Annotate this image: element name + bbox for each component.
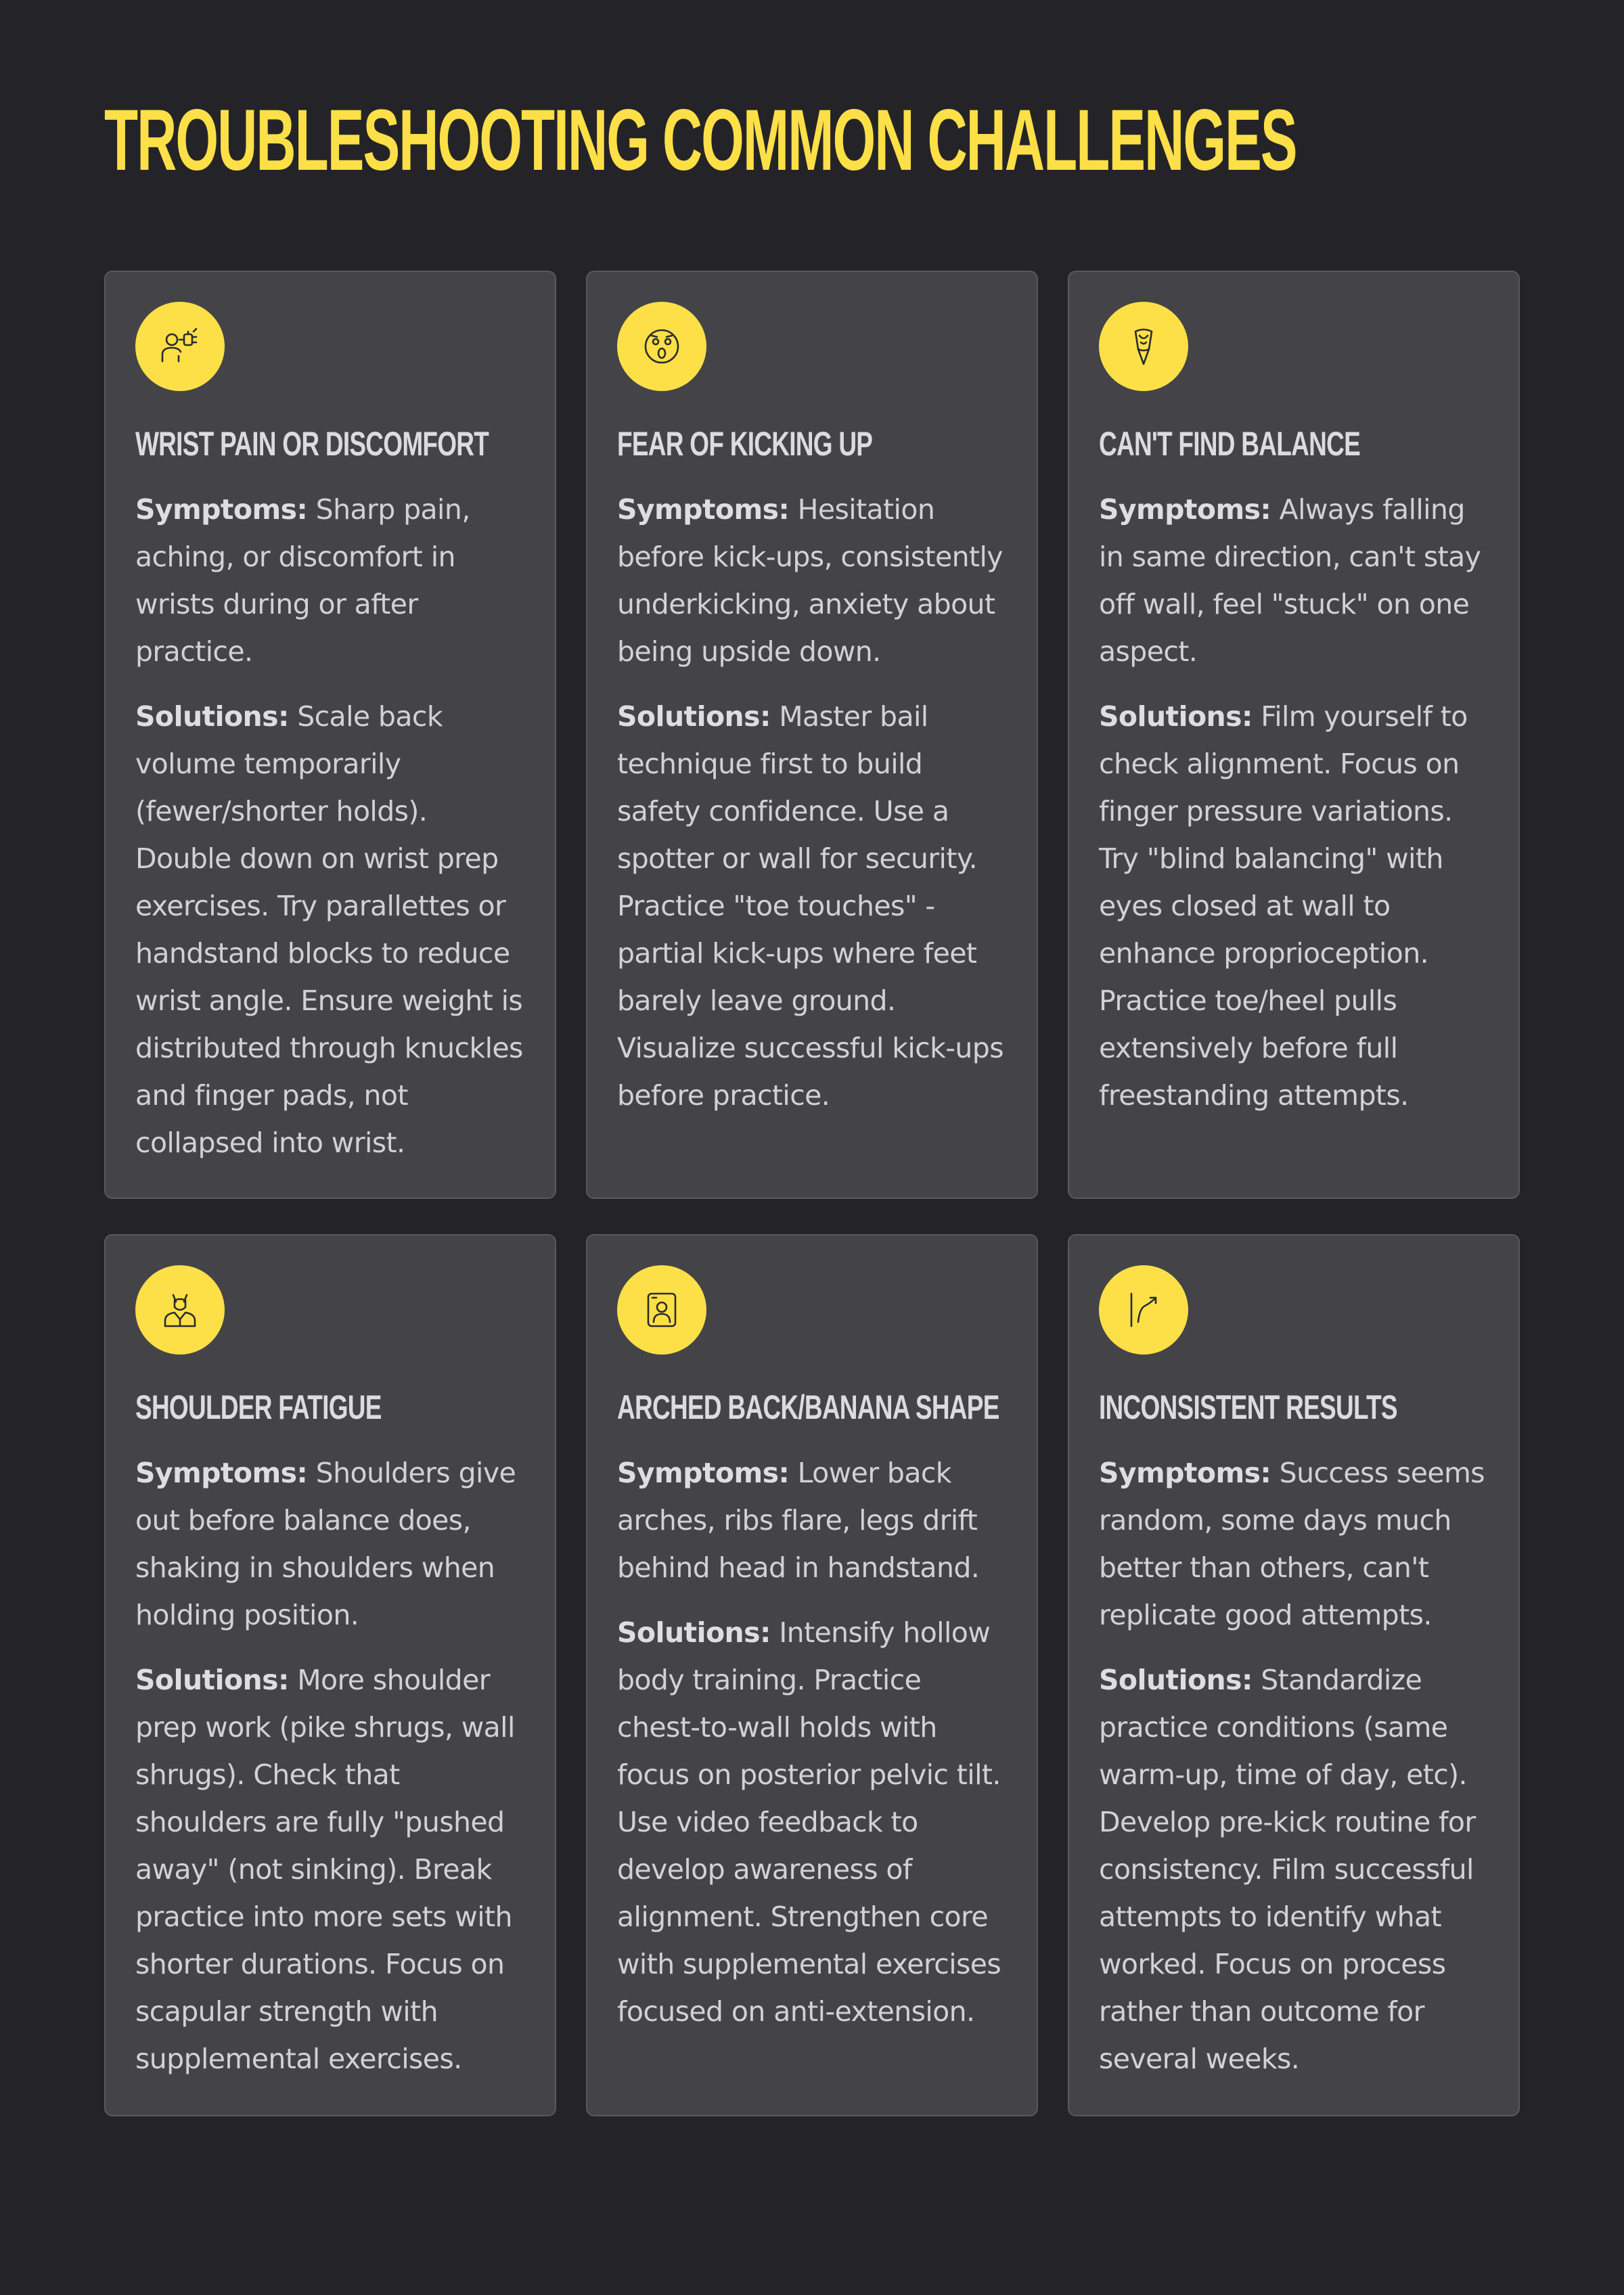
challenge-card-inconsistent-results [1068, 1234, 1520, 2116]
card-title: FEAR OF KICKING UP [617, 425, 873, 463]
symptoms-body: Success seems random, some days much better than others, can't replicate good attempts. [1099, 1457, 1485, 1631]
balance-icon [1099, 302, 1188, 391]
portrait-icon [617, 1265, 706, 1355]
symptoms-body: Lower back arches, ribs flare, legs drift behind head in handstand. [617, 1457, 980, 1584]
shoulder-icon [135, 1265, 225, 1355]
symptoms-label: Symptoms: [135, 493, 308, 526]
solutions-text [617, 693, 1007, 1119]
challenge-card-shoulder-fatigue [104, 1234, 556, 2116]
card-title: CAN'T FIND BALANCE [1099, 425, 1361, 463]
scared-face-icon [617, 302, 706, 391]
challenge-card-arched-back [586, 1234, 1038, 2116]
challenge-grid [104, 271, 1520, 2116]
symptoms-text [617, 486, 1007, 675]
symptoms-label: Symptoms: [617, 1457, 790, 1489]
solutions-label: Solutions: [135, 700, 289, 733]
solutions-label: Solutions: [617, 1616, 771, 1649]
symptoms-label: Symptoms: [135, 1457, 308, 1489]
solutions-label: Solutions: [1099, 1664, 1253, 1696]
solutions-label: Solutions: [617, 700, 771, 733]
symptoms-body: Hesitation before kick-ups, consistently underkicking, anxiety about being upside down. [617, 493, 1003, 668]
challenge-card-wrist-pain [104, 271, 556, 1199]
card-title: INCONSISTENT RESULTS [1099, 1388, 1397, 1426]
symptoms-label: Symptoms: [1099, 1457, 1271, 1489]
symptoms-text [1099, 486, 1489, 675]
symptoms-text [135, 486, 525, 675]
solutions-text [135, 1656, 525, 2083]
solutions-body: Master bail technique first to build safety confidence. Use a spotter or wall for security. Practice "toe touches" - partial kick-ups where feet barely leave ground. Visualize successful kick-ups before practice. [617, 700, 1003, 1112]
page-title: TROUBLESHOOTING COMMON CHALLENGES [104, 92, 1296, 189]
card-title: ARCHED BACK/BANANA SHAPE [617, 1388, 999, 1426]
solutions-text [1099, 693, 1489, 1119]
symptoms-text [617, 1449, 1007, 1591]
symptoms-label: Symptoms: [1099, 493, 1271, 526]
symptoms-text [1099, 1449, 1489, 1639]
solutions-body: Standardize practice conditions (same warm-up, time of day, etc). Develop pre-kick routine for consistency. Film successful attempts to identify what worked. Focus on process rather than outcome for several weeks. [1099, 1664, 1476, 2075]
symptoms-label: Symptoms: [617, 493, 790, 526]
symptoms-body: Sharp pain, aching, or discomfort in wrists during or after practice. [135, 493, 470, 668]
trend-arrow-icon [1099, 1265, 1188, 1355]
solutions-body: More shoulder prep work (pike shrugs, wall shrugs). Check that shoulders are fully "pushed away" (not sinking). Break practice into more sets with shorter durations. Focus on scapular strength with supplemental exercises. [135, 1664, 515, 2075]
symptoms-body: Always falling in same direction, can't stay off wall, feel "stuck" on one aspect. [1099, 493, 1481, 668]
challenge-card-balance [1068, 271, 1520, 1199]
solutions-body: Intensify hollow body training. Practice chest-to-wall holds with focus on posterior pelvic tilt. Use video feedback to develop awareness of alignment. Strengthen core with supplemental exercises focused on anti-extension. [617, 1616, 1001, 2028]
solutions-text [135, 693, 525, 1166]
card-title: SHOULDER FATIGUE [135, 1388, 382, 1426]
card-title: WRIST PAIN OR DISCOMFORT [135, 425, 489, 463]
solutions-body: Film yourself to check alignment. Focus on finger pressure variations. Try "blind balancing" with eyes closed at wall to enhance proprioception. Practice toe/heel pulls extensively before full freestanding attempts. [1099, 700, 1468, 1112]
solutions-text [617, 1609, 1007, 2035]
symptoms-body: Shoulders give out before balance does, shaking in shoulders when holding position. [135, 1457, 516, 1631]
symptoms-text [135, 1449, 525, 1639]
wrist-pain-icon [135, 302, 225, 391]
solutions-body: Scale back volume temporarily (fewer/shorter holds). Double down on wrist prep exercises. Try parallettes or handstand blocks to reduce wrist angle. Ensure weight is distributed through knuckles and finger pads, not collapsed into wrist. [135, 700, 523, 1159]
solutions-label: Solutions: [135, 1664, 289, 1696]
solutions-text [1099, 1656, 1489, 2083]
challenge-card-fear-of-kicking [586, 271, 1038, 1199]
solutions-label: Solutions: [1099, 700, 1253, 733]
